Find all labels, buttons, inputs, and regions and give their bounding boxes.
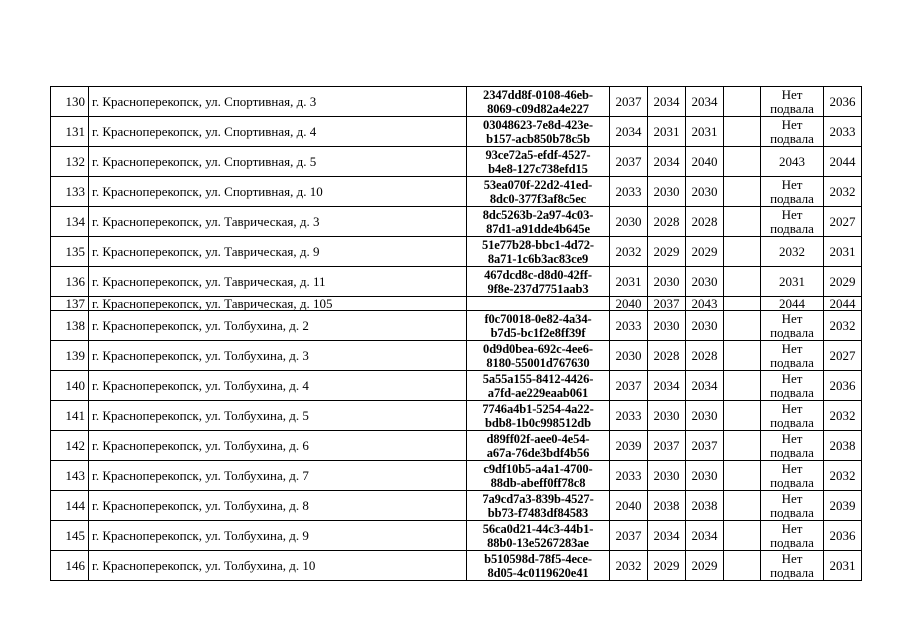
basement-line-2: подвала [770, 564, 814, 580]
house-guid-part-2: 8d05-4c0119620e41 [487, 565, 589, 580]
year-cell-3: 2030 [686, 177, 724, 207]
year-cell-1: 2037 [610, 371, 648, 401]
year-cell-last: 2044 [824, 297, 862, 311]
empty-cell [724, 117, 761, 147]
row-number: 140 [51, 371, 89, 401]
basement-line-1: Нет [781, 340, 803, 356]
year-cell-2: 2034 [648, 87, 686, 117]
basement-line-1: Нет [781, 206, 803, 222]
house-guid-cell [467, 87, 610, 117]
empty-cell [724, 207, 761, 237]
year-cell-2: 2030 [648, 461, 686, 491]
year-cell-1: 2032 [610, 237, 648, 267]
year-cell-3: 2038 [686, 491, 724, 521]
year-cell-last: 2044 [824, 147, 862, 177]
row-number: 130 [51, 87, 89, 117]
basement-cell [761, 177, 824, 207]
year-cell-1: 2040 [610, 297, 648, 311]
house-guid-cell [467, 237, 610, 267]
year-cell-3: 2028 [686, 207, 724, 237]
year-cell-1: 2033 [610, 461, 648, 491]
year-cell-1: 2032 [610, 551, 648, 581]
basement-line-2: подвала [770, 190, 814, 206]
year-cell-3: 2034 [686, 87, 724, 117]
year-cell-2: 2038 [648, 491, 686, 521]
house-guid-part-1: 8dc5263b-2a97-4c03- [482, 207, 594, 222]
basement-cell [761, 147, 824, 177]
house-guid-cell [467, 207, 610, 237]
empty-cell [724, 521, 761, 551]
basement-cell [761, 341, 824, 371]
year-cell-3: 2031 [686, 117, 724, 147]
year-cell-1: 2037 [610, 87, 648, 117]
year-cell-last: 2036 [824, 371, 862, 401]
row-number: 133 [51, 177, 89, 207]
year-cell-1: 2037 [610, 521, 648, 551]
address-cell: г. Красноперекопск, ул. Спортивная, д. 4 [89, 117, 467, 147]
basement-cell [761, 237, 824, 267]
empty-cell [724, 87, 761, 117]
basement-cell [761, 311, 824, 341]
address-cell: г. Красноперекопск, ул. Спортивная, д. 10 [89, 177, 467, 207]
year-cell-2: 2034 [648, 147, 686, 177]
basement-cell [761, 461, 824, 491]
address-cell: г. Красноперекопск, ул. Толбухина, д. 10 [89, 551, 467, 581]
address-cell: г. Красноперекопск, ул. Толбухина, д. 7 [89, 461, 467, 491]
year-cell-2: 2030 [648, 401, 686, 431]
year-cell-2: 2028 [648, 341, 686, 371]
address-cell: г. Красноперекопск, ул. Толбухина, д. 4 [89, 371, 467, 401]
empty-cell [724, 491, 761, 521]
basement-line-1: 2031 [779, 273, 805, 289]
house-guid-cell [467, 551, 610, 581]
basement-line-2: подвала [770, 384, 814, 400]
year-cell-1: 2034 [610, 117, 648, 147]
basement-line-2: подвала [770, 504, 814, 520]
house-guid-part-1: 51e77b28-bbc1-4d72- [482, 237, 594, 252]
house-guid-part-1: 53ea070f-22d2-41ed- [483, 177, 593, 192]
year-cell-last: 2036 [824, 521, 862, 551]
row-number: 143 [51, 461, 89, 491]
year-cell-last: 2033 [824, 117, 862, 147]
row-number: 131 [51, 117, 89, 147]
year-cell-1: 2033 [610, 401, 648, 431]
year-cell-3: 2030 [686, 401, 724, 431]
year-cell-1: 2037 [610, 147, 648, 177]
table-row [51, 431, 862, 461]
year-cell-2: 2037 [648, 297, 686, 311]
basement-cell [761, 521, 824, 551]
address-cell: г. Красноперекопск, ул. Толбухина, д. 6 [89, 431, 467, 461]
address-cell: г. Красноперекопск, ул. Толбухина, д. 8 [89, 491, 467, 521]
year-cell-last: 2032 [824, 177, 862, 207]
house-guid-cell [467, 311, 610, 341]
basement-line-2: подвала [770, 414, 814, 430]
basement-line-1: Нет [781, 116, 803, 132]
year-cell-3: 2028 [686, 341, 724, 371]
house-guid-part-1: 56ca0d21-44c3-44b1- [482, 521, 594, 536]
basement-cell [761, 207, 824, 237]
row-number: 141 [51, 401, 89, 431]
basement-line-1: Нет [781, 310, 803, 326]
basement-line-1: 2032 [779, 243, 805, 259]
empty-cell [724, 431, 761, 461]
basement-line-1: Нет [781, 550, 803, 566]
house-guid-cell [467, 117, 610, 147]
house-guid-cell [467, 461, 610, 491]
house-guid-cell [467, 521, 610, 551]
house-guid-cell [467, 371, 610, 401]
table-row [51, 521, 862, 551]
house-guid-part-1: b510598d-78f5-4ece- [484, 551, 592, 566]
basement-line-2: подвала [770, 444, 814, 460]
row-number: 142 [51, 431, 89, 461]
year-cell-3: 2030 [686, 267, 724, 297]
house-guid-part-1: 467dcd8c-d8d0-42ff- [484, 267, 592, 282]
house-guid-part-1: 03048623-7e8d-423e- [483, 117, 593, 132]
house-guid-part-2: a7fd-ae229eaab061 [487, 385, 589, 400]
table-row [51, 177, 862, 207]
year-cell-last: 2039 [824, 491, 862, 521]
table-row [51, 237, 862, 267]
basement-cell [761, 491, 824, 521]
year-cell-last: 2031 [824, 551, 862, 581]
basement-line-1: Нет [781, 400, 803, 416]
empty-cell [724, 341, 761, 371]
year-cell-last: 2029 [824, 267, 862, 297]
basement-line-1: Нет [781, 490, 803, 506]
house-guid-part-1: 7a9cd7a3-839b-4527- [482, 491, 594, 506]
year-cell-3: 2029 [686, 551, 724, 581]
year-cell-1: 2039 [610, 431, 648, 461]
house-guid-part-1: 2347dd8f-0108-46eb- [483, 87, 593, 102]
basement-line-1: Нет [781, 176, 803, 192]
house-guid-part-2: a67a-76de3bdf4b56 [486, 445, 590, 460]
basement-line-1: Нет [781, 520, 803, 536]
year-cell-3: 2034 [686, 371, 724, 401]
year-cell-3: 2034 [686, 521, 724, 551]
basement-line-1: Нет [781, 86, 803, 102]
house-guid-part-2: 8dc0-377f3af8c5ec [489, 191, 587, 206]
table-row [51, 207, 862, 237]
year-cell-2: 2029 [648, 237, 686, 267]
table-row [51, 311, 862, 341]
house-guid-part-2: b4e8-127c738efd15 [488, 161, 588, 176]
house-guid-part-1: 0d9d0bea-692c-4ee6- [483, 341, 593, 356]
table-row [51, 267, 862, 297]
row-number: 145 [51, 521, 89, 551]
house-guid-part-2: b157-acb850b78c5b [486, 131, 590, 146]
year-cell-last: 2032 [824, 401, 862, 431]
basement-line-2: подвала [770, 324, 814, 340]
table-body [51, 87, 862, 581]
basement-cell [761, 431, 824, 461]
table-row [51, 341, 862, 371]
row-number: 144 [51, 491, 89, 521]
address-cell: г. Красноперекопск, ул. Толбухина, д. 3 [89, 341, 467, 371]
year-cell-2: 2030 [648, 311, 686, 341]
year-cell-1: 2030 [610, 207, 648, 237]
basement-line-1: 2044 [779, 296, 805, 311]
housing-register-table [50, 86, 862, 581]
year-cell-3: 2037 [686, 431, 724, 461]
year-cell-2: 2034 [648, 371, 686, 401]
house-guid-part-1: 93ce72a5-efdf-4527- [485, 147, 591, 162]
empty-cell [724, 147, 761, 177]
basement-cell [761, 87, 824, 117]
basement-line-2: подвала [770, 474, 814, 490]
year-cell-2: 2034 [648, 521, 686, 551]
year-cell-3: 2030 [686, 311, 724, 341]
house-guid-part-2: bb73-f7483df84583 [487, 505, 589, 520]
house-guid-part-2: 88db-abeff0ff78c8 [490, 475, 586, 490]
house-guid-part-1: d89ff02f-aee0-4e54- [486, 431, 590, 446]
house-guid-part-2: b7d5-bc1f2e8ff39f [490, 325, 586, 340]
empty-cell [724, 177, 761, 207]
table-row [51, 117, 862, 147]
year-cell-2: 2030 [648, 267, 686, 297]
year-cell-2: 2031 [648, 117, 686, 147]
year-cell-1: 2031 [610, 267, 648, 297]
year-cell-last: 2031 [824, 237, 862, 267]
year-cell-3: 2040 [686, 147, 724, 177]
address-cell: г. Красноперекопск, ул. Толбухина, д. 5 [89, 401, 467, 431]
basement-line-2: подвала [770, 220, 814, 236]
address-cell: г. Красноперекопск, ул. Таврическая, д. 105 [89, 297, 467, 311]
empty-cell [724, 311, 761, 341]
address-cell: г. Красноперекопск, ул. Толбухина, д. 9 [89, 521, 467, 551]
row-number: 136 [51, 267, 89, 297]
table-row [51, 491, 862, 521]
house-guid-part-1: c9df10b5-a4a1-4700- [483, 461, 593, 476]
table-row [51, 461, 862, 491]
house-guid-cell [467, 491, 610, 521]
address-cell: г. Красноперекопск, ул. Таврическая, д. 3 [89, 207, 467, 237]
empty-cell [724, 297, 761, 311]
empty-cell [724, 237, 761, 267]
house-guid-cell [467, 431, 610, 461]
house-guid-part-2: 88b0-13e5267283ae [487, 535, 589, 550]
house-guid-cell [467, 401, 610, 431]
address-cell: г. Красноперекопск, ул. Таврическая, д. 11 [89, 267, 467, 297]
basement-cell [761, 267, 824, 297]
basement-line-2: подвала [770, 100, 814, 116]
basement-line-2: подвала [770, 354, 814, 370]
year-cell-3: 2029 [686, 237, 724, 267]
basement-line-1: 2043 [779, 153, 805, 169]
address-cell: г. Красноперекопск, ул. Спортивная, д. 5 [89, 147, 467, 177]
address-cell: г. Красноперекопск, ул. Спортивная, д. 3 [89, 87, 467, 117]
house-guid-part-2: 9f8e-237d7751aab3 [487, 281, 589, 296]
house-guid-part-2: 8a71-1c6b3ac83ce9 [487, 251, 589, 266]
year-cell-last: 2032 [824, 311, 862, 341]
year-cell-1: 2030 [610, 341, 648, 371]
house-guid-part-2: bdb8-1b0c998512db [485, 415, 591, 430]
row-number: 132 [51, 147, 89, 177]
table-row [51, 87, 862, 117]
table-row [51, 297, 862, 311]
row-number: 138 [51, 311, 89, 341]
empty-cell [724, 551, 761, 581]
row-number: 139 [51, 341, 89, 371]
year-cell-2: 2037 [648, 431, 686, 461]
year-cell-1: 2033 [610, 311, 648, 341]
basement-cell [761, 551, 824, 581]
year-cell-1: 2033 [610, 177, 648, 207]
empty-cell [724, 267, 761, 297]
year-cell-3: 2043 [686, 297, 724, 311]
basement-line-1: Нет [781, 370, 803, 386]
year-cell-1: 2040 [610, 491, 648, 521]
basement-cell [761, 401, 824, 431]
table-row [51, 147, 862, 177]
house-guid-cell [467, 297, 610, 311]
basement-cell [761, 371, 824, 401]
house-guid-part-1: 7746a4b1-5254-4a22- [482, 401, 594, 416]
address-cell: г. Красноперекопск, ул. Таврическая, д. 9 [89, 237, 467, 267]
year-cell-last: 2027 [824, 341, 862, 371]
house-guid-part-2: 87d1-a91dde4b645e [486, 221, 590, 236]
house-guid-cell [467, 341, 610, 371]
row-number: 135 [51, 237, 89, 267]
year-cell-last: 2038 [824, 431, 862, 461]
basement-line-1: Нет [781, 430, 803, 446]
year-cell-last: 2036 [824, 87, 862, 117]
year-cell-2: 2029 [648, 551, 686, 581]
house-guid-part-1: f0c70018-0e82-4a34- [484, 311, 592, 326]
house-guid-part-2: 8180-55001d767630 [486, 355, 590, 370]
empty-cell [724, 371, 761, 401]
row-number: 134 [51, 207, 89, 237]
basement-line-2: подвала [770, 534, 814, 550]
table-row [51, 371, 862, 401]
basement-line-1: Нет [781, 460, 803, 476]
year-cell-last: 2027 [824, 207, 862, 237]
year-cell-3: 2030 [686, 461, 724, 491]
row-number: 146 [51, 551, 89, 581]
house-guid-cell [467, 147, 610, 177]
basement-cell [761, 117, 824, 147]
basement-cell [761, 297, 824, 311]
table-row [51, 401, 862, 431]
empty-cell [724, 401, 761, 431]
year-cell-2: 2028 [648, 207, 686, 237]
house-guid-cell [467, 177, 610, 207]
house-guid-cell [467, 267, 610, 297]
address-cell: г. Красноперекопск, ул. Толбухина, д. 2 [89, 311, 467, 341]
year-cell-last: 2032 [824, 461, 862, 491]
house-guid-part-1: 5a55a155-8412-4426- [482, 371, 594, 386]
table-row [51, 551, 862, 581]
empty-cell [724, 461, 761, 491]
house-guid-part-2: 8069-c09d82a4e227 [487, 101, 589, 116]
basement-line-2: подвала [770, 130, 814, 146]
year-cell-2: 2030 [648, 177, 686, 207]
row-number: 137 [51, 297, 89, 311]
